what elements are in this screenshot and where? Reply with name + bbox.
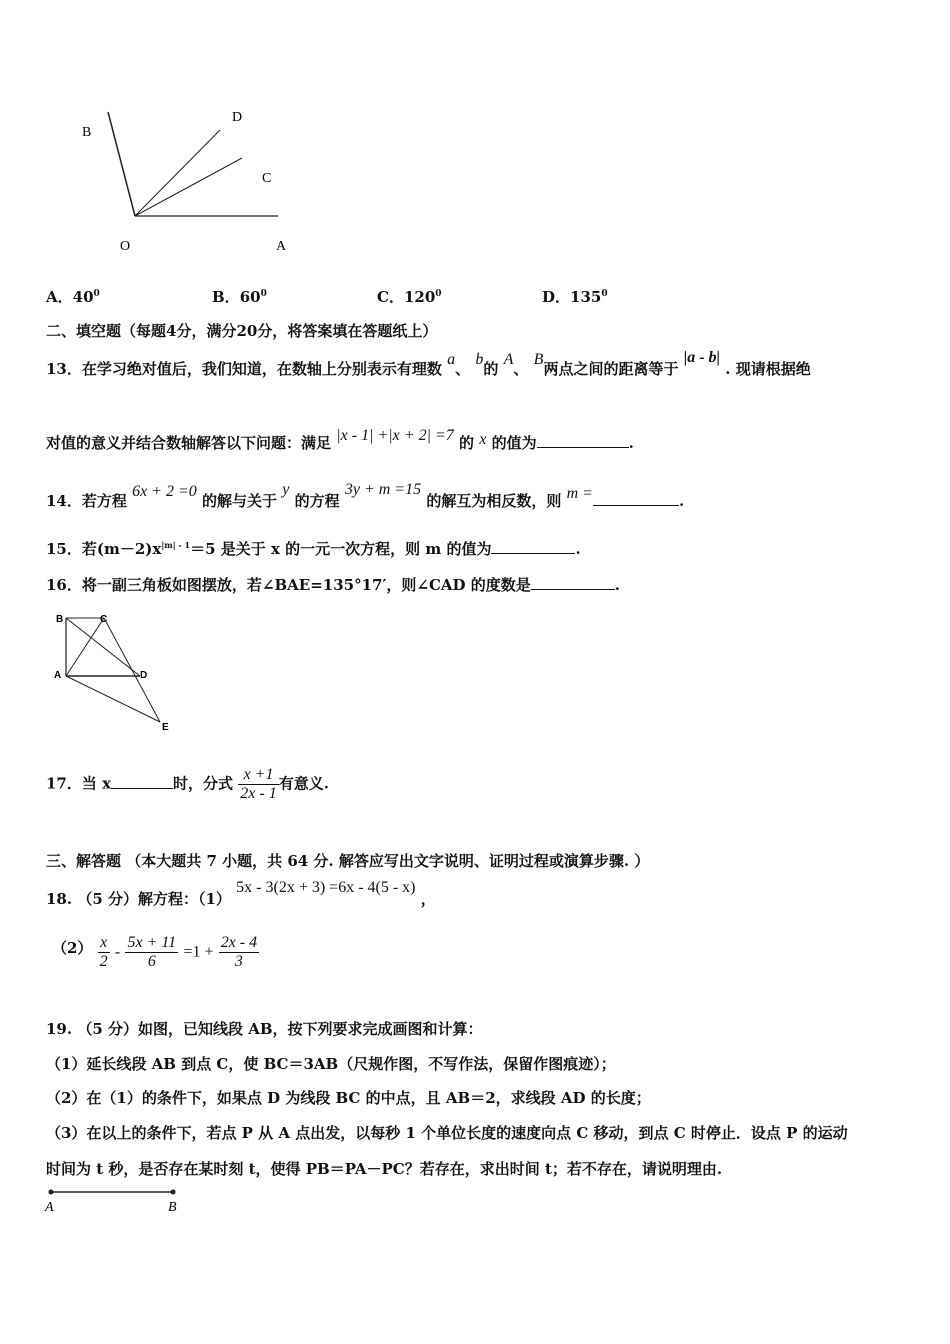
q13-line2: 对值的意义并结合数轴解答以下问题：满足 |x - 1| +|x + 2| =7 的 x 的值为 . [46,427,634,452]
option-c: C．$120^0$ [377,288,442,306]
q18-line1: 18. （5 分）解方程：（1） 5x - 3(2x + 3) =6x - 4(5 - x) ， [46,879,436,908]
q16-line: 16．将一副三角板如图摆放，若∠BAE=135°17′，则∠CAD 的度数是 . [46,576,621,594]
edge-ca [66,618,104,676]
option-d: D．$135^0$ [542,288,608,306]
q19-part1: （1）延长线段 AB 到点 C，使 BC＝3AB（尺规作图，不写作法，保留作图痕迹）； [46,1055,616,1073]
answer-blank[interactable] [491,539,575,554]
answer-blank[interactable] [111,774,173,789]
q15-line: 15．若$(m-2)x^{|m| - 1}=5$ 是关于 x 的一元一次方程，则 m 的值为 . [46,540,581,558]
ray-od [135,130,220,216]
angle-figure [70,100,310,260]
q18-line2: （2） $\frac{x}{2}$ - $\frac{5x + 11}{6}$ =1 + $\frac{2x - 4}{3}$ [52,934,258,970]
section3-title: 三、解答题 （本大题共 7 小题，共 64 分. 解答应写出文字说明、证明过程或演算步骤. ） [46,852,650,870]
q14-line: 14．若方程 6x + 2 =0 的解与关于 y 的方程 3y + m =15 的解互为相反数，则 m = . [46,481,685,510]
edge-ce [104,618,160,722]
point-b [171,1190,176,1195]
answer-blank[interactable] [537,433,629,448]
option-b: B．$60^0$ [212,288,267,306]
q17-fraction: $\frac{x +1}{2x - 1}$ [240,766,277,802]
label-o: O [120,239,131,254]
label-e: E [162,722,169,733]
label-b: B [82,125,92,140]
label-c: C [100,614,108,625]
ray-ob [108,112,135,216]
label-a: A [45,1200,54,1215]
label-d: D [232,110,243,125]
label-a: A [54,670,62,681]
label-b: B [168,1200,177,1215]
label-c: C [262,171,272,186]
q19-title: 19. （5 分）如图，已知线段 AB，按下列要求完成画图和计算： [46,1020,483,1038]
answer-blank[interactable] [531,575,615,590]
ray-oc [135,158,242,216]
triangles-figure [44,610,184,740]
section2-title: 二、填空题（每题4分，满分20分，将答案填在答题纸上） [46,322,438,340]
label-b: B [56,614,64,625]
q13-line1: 13．在学习绝对值后，我们知道，在数轴上分别表示有理数 a、 b的 A、 B两点之间的距离等于 |a - b| . 现请根据绝 [46,349,811,378]
label-a: A [276,239,287,254]
q17-line: 17．当 x 时，分式 $\frac{x +1}{2x - 1}$ 有意义. [46,766,329,802]
q19-part3a: （3）在以上的条件下，若点 P 从 A 点出发，以每秒 1 个单位长度的速度向点 C 移动，到点 C 时停止．设点 P 的运动 [46,1124,848,1142]
answer-blank[interactable] [593,491,679,506]
option-a: A．$40^0$ [46,288,100,306]
segment-figure [42,1184,192,1216]
q19-part3b: 时间为 t 秒，是否存在某时刻 t，使得 PB＝PA－PC？若存在，求出时间 t；若不存在，请说明理由. [46,1160,723,1178]
edge-ae [66,676,160,722]
q19-part2: （2）在（1）的条件下，如果点 D 为线段 BC 的中点，且 AB＝2，求线段 AD 的长度； [46,1089,651,1107]
edge-bd [66,618,140,676]
label-d: D [140,670,148,681]
point-a [49,1190,54,1195]
